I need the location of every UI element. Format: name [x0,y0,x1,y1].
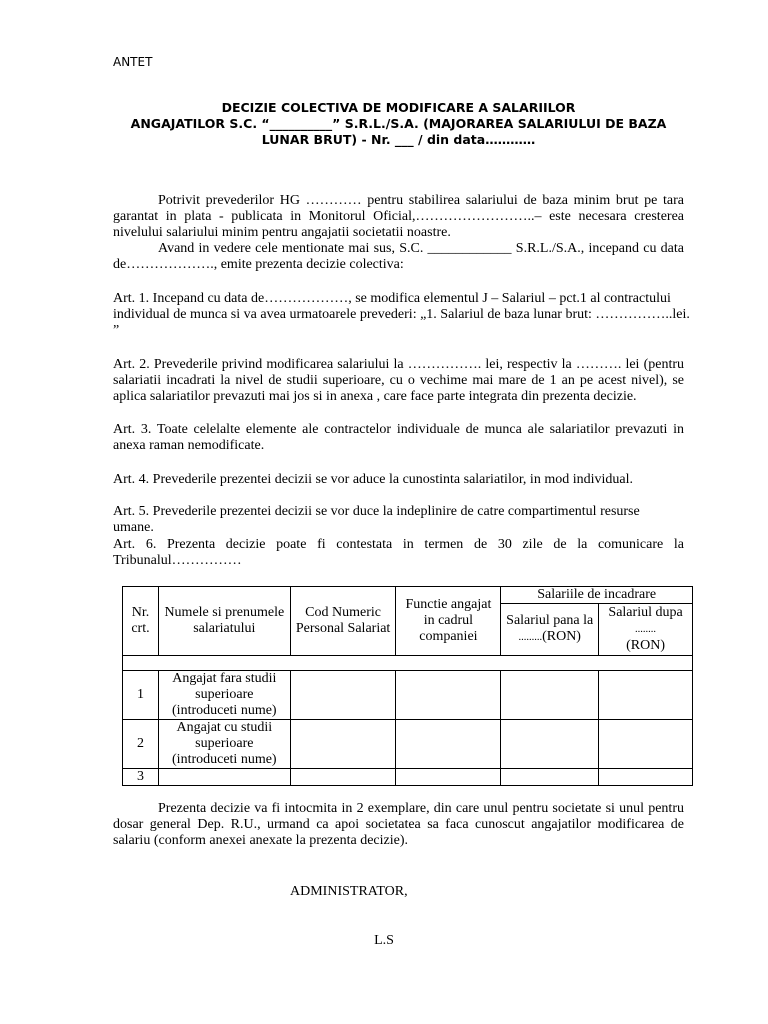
closing-section [113,801,684,849]
header-functie: Functie angajat in cadrul companiei [396,587,501,656]
header-salarii-incadrare: Salariile de incadrare [501,587,693,604]
intro-section [113,193,684,273]
article-4: Art. 4. Prevederile prezentei decizii se vor aduce la cunostinta salariatilor, in mod individual. [113,472,633,487]
salary-table [122,586,693,786]
administrator-signature: ADMINISTRATOR, [290,884,408,899]
table-row: 3 [123,769,693,786]
header-cnp: Cod Numeric Personal Salariat [290,587,396,656]
article-5: Art. 5. Prevederile prezentei decizii se vor duce la indeplinire de catre compartimentul resurse umane. [113,504,640,535]
article-1-line-3: ” [113,323,120,338]
table-header-row [123,587,693,604]
header-salariul-dupa: Salariul dupa ........ (RON) [599,604,693,656]
header-salariul-pana: Salariul pana la .........(RON) [501,604,599,656]
document-title [113,100,684,148]
table-row: 1 Angajat fara studii superioare (introduceti nume) [123,671,693,720]
header-nume: Numele si prenumele salariatului [158,587,290,656]
table-row: 2 Angajat cu studii superioare (introduceti nume) [123,720,693,769]
article-1 [113,291,690,339]
article-1-line-1: Art. 1. Incepand cu data de………………, se modifica elementul J – Salariul – pct.1 al contractului [113,291,671,306]
article-3: Art. 3. Toate celelalte elemente ale contractelor individuale de munca ale salariatilor prevazuti in anexa raman nemodificate. [113,422,684,453]
header-nr-crt: Nr. crt. [123,587,159,656]
intro-paragraph-1: Potrivit prevederilor HG ………… pentru stabilirea salariului de baza minim brut pe tara garantat in plata - publicata in Monitorul Oficial,……………………..– este necesara cresterea nivelului salariului minim pentru angajatii societatii noastre. [113,193,684,240]
letterhead-label: ANTET [113,55,153,69]
title-line-2: ANGAJATILOR S.C. “__________” S.R.L./S.A. (MAJORAREA SALARIULUI DE BAZA [130,116,667,131]
article-6: Art. 6. Prezenta decizie poate fi contestata in termen de 30 zile de la comunicare la Tribunalul…………… [113,537,684,568]
closing-paragraph: Prezenta decizie va fi intocmita in 2 exemplare, din care unul pentru societate si unul pentru dosar general Dep. R.U., urmand ca apoi societatea sa faca cunoscut angajatilor modificarea de salariu (conform anexei anexate la prezenta decizie). [113,801,684,848]
article-1-line-2: individual de munca si va avea urmatoarele prevederi: „1. Salariul de baza lunar brut: ……………..lei. [113,307,690,322]
intro-paragraph-2: Avand in vedere cele mentionate mai sus, S.C. ____________ S.R.L./S.A., incepand cu data de………………., emite prezenta decizie colectiva: [113,241,684,272]
stamp-placeholder: L.S [374,933,394,948]
title-line-3: LUNAR BRUT) - Nr. ___ / din data………… [261,132,536,147]
article-2: Art. 2. Prevederile privind modificarea salariului la ……………. lei, respectiv la ………. lei (pentru salariatii incadrati la nivel de studii superioare, cu o vechime mai mare de 1 an pe acest nivel), se aplica salariatilor prevazuti mai jos si in anexa , care face parte integrata din prezenta decizie. [113,357,684,404]
title-line-1: DECIZIE COLECTIVA DE MODIFICARE A SALARIILOR [221,100,576,115]
table-spacer-row [123,656,693,671]
